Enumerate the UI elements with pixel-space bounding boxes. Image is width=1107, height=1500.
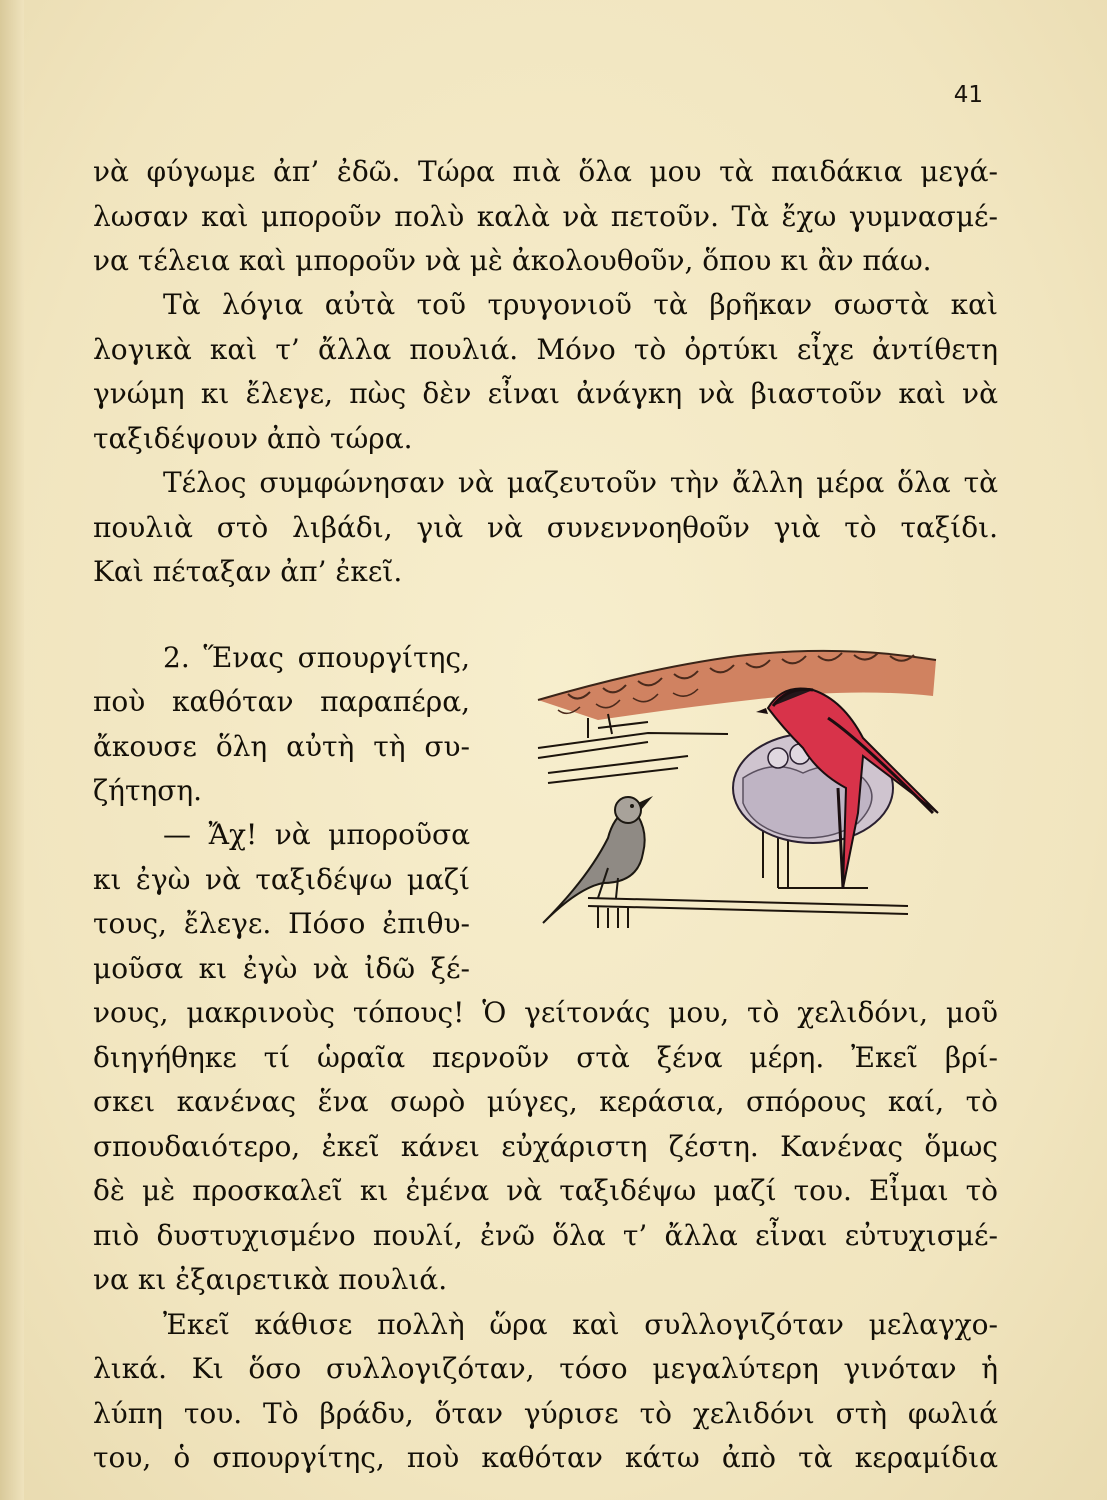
text-line: σκει κανένας ἕνα σωρὸ μύγες, κεράσια, σπόρους καί, τὸ xyxy=(93,1085,998,1118)
text-line: δὲ μὲ προσκαλεῖ κι ἐμένα νὰ ταξιδέψω μαζί του. Εἶμαι τὸ xyxy=(93,1174,998,1207)
text-line: λύπη του. Τὸ βράδυ, ὅταν γύρισε τὸ χελιδόνι στὴ φωλιά xyxy=(93,1397,998,1430)
text-line: Τὰ λόγια αὐτὰ τοῦ τρυγονιοῦ τὰ βρῆκαν σωστὰ καὶ xyxy=(163,288,998,321)
text-line: γνώμη κι ἔλεγε, πὼς δὲν εἶναι ἀνάγκη νὰ βιαστοῦν καὶ νὰ xyxy=(93,377,998,410)
page-number: 41 xyxy=(953,82,983,108)
text-line: λωσαν καὶ μποροῦν πολὺ καλὰ νὰ πετοῦν. Τὰ ἔχω γυμνασμέ- xyxy=(93,200,998,233)
text-line: να τέλεια καὶ μποροῦν νὰ μὲ ἀκολουθοῦν, ὅπου κι ἂν πάω. xyxy=(93,244,932,277)
text-line: 2. Ἕνας σπουργίτης, xyxy=(163,641,470,674)
text-line: πουλιὰ στὸ λιβάδι, γιὰ νὰ συνεννοηθοῦν γιὰ τὸ ταξίδι. xyxy=(93,511,998,544)
text-line: νὰ φύγωμε ἀπ’ ἐδῶ. Τώρα πιὰ ὅλα μου τὰ παιδάκια μεγά- xyxy=(93,155,998,188)
illustration-birds xyxy=(528,638,948,928)
text-line: Ἐκεῖ κάθισε πολλὴ ὥρα καὶ συλλογιζόταν μελαγχο- xyxy=(163,1308,998,1341)
text-line: σπουδαιότερο, ἐκεῖ κάνει εὐχάριστη ζέστη. Κανένας ὅμως xyxy=(93,1130,998,1163)
text-line: — Ἄχ! νὰ μποροῦσα xyxy=(163,818,470,851)
text-line: ἄκουσε ὅλη αὐτὴ τὴ συ- xyxy=(93,730,470,763)
text-line: ποὺ καθόταν παραπέρα, xyxy=(93,685,470,718)
text-line: Τέλος συμφώνησαν νὰ μαζευτοῦν τὴν ἄλλη μέρα ὅλα τὰ xyxy=(163,466,998,499)
sparrow-bird xyxy=(543,796,653,923)
text-line: πιὸ δυστυχισμένο πουλί, ἐνῶ ὅλα τ’ ἄλλα εἶναι εὐτυχισμέ- xyxy=(93,1219,998,1252)
text-line: νους, μακρινοὺς τόπους! Ὁ γείτονάς μου, τὸ χελιδόνι, μοῦ xyxy=(93,996,998,1029)
page-gutter xyxy=(0,0,24,1500)
text-line: του, ὁ σπουργίτης, ποὺ καθόταν κάτω ἀπὸ τὰ κεραμίδια xyxy=(93,1441,998,1474)
text-line: λικά. Κι ὅσο συλλογιζόταν, τόσο μεγαλύτερη γινόταν ἡ xyxy=(93,1352,998,1385)
text-line: ταξιδέψουν ἀπὸ τώρα. xyxy=(93,422,413,455)
text-line: μοῦσα κι ἐγὼ νὰ ἰδῶ ξέ- xyxy=(93,952,470,985)
text-line: Καὶ πέταξαν ἀπ’ ἐκεῖ. xyxy=(93,555,403,588)
text-line: λογικὰ καὶ τ’ ἄλλα πουλιά. Μόνο τὸ ὀρτύκι εἶχε ἀντίθετη xyxy=(93,333,998,366)
roof-tiles xyxy=(538,651,936,720)
text-line: κι ἐγὼ νὰ ταξιδέψω μαζί xyxy=(93,863,470,896)
text-line: τους, ἔλεγε. Πόσο ἐπιθυ- xyxy=(93,907,470,940)
text-line: διηγήθηκε τί ὡραῖα περνοῦν στὰ ξένα μέρη. Ἐκεῖ βρί- xyxy=(93,1041,998,1074)
text-line: ζήτηση. xyxy=(93,774,203,807)
text-line: να κι ἐξαιρετικὰ πουλιά. xyxy=(93,1263,448,1296)
